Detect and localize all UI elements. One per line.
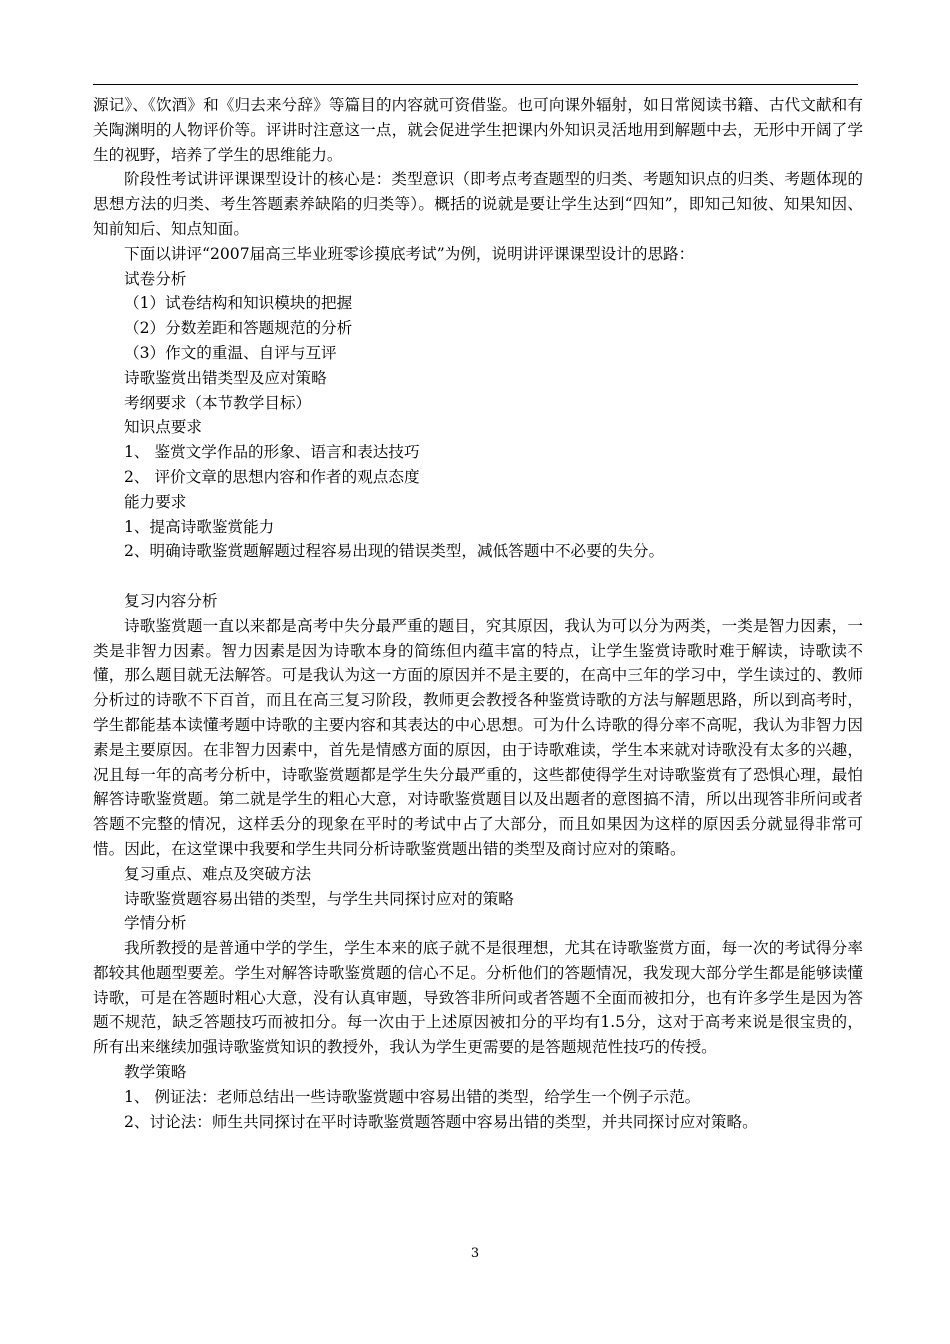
list-item: （1）试卷结构和知识模块的把握 bbox=[124, 294, 353, 313]
section-heading: 教学策略 bbox=[124, 1063, 187, 1082]
blank-line bbox=[93, 564, 863, 589]
section-heading: 学情分析 bbox=[124, 914, 187, 933]
page-number: 3 bbox=[470, 1246, 480, 1261]
list-item: 2、 评价文章的思想内容和作者的观点态度 bbox=[124, 467, 420, 486]
section-heading: 能力要求 bbox=[124, 492, 187, 511]
section-heading: 试卷分析 bbox=[124, 269, 187, 288]
paragraph: 源记》、《饮酒》和《归去来兮辞》等篇目的内容就可资借鉴。也可向课外辐射，如日常阅读书籍、古代文献和有关陶渊明的人物评价等。评讲时注意这一点，就会促进学生把课内外知识灵活地用到解题中去，无形中开阔了学生的视野，培养了学生的思维能力。 bbox=[93, 96, 863, 164]
list-item: （2）分数差距和答题规范的分析 bbox=[124, 319, 353, 338]
paragraph: 我所教授的是普通中学的学生，学生本来的底子就不是很理想，尤其在诗歌鉴赏方面，每一次的考试得分率都较其他题型要差。学生对解答诗歌鉴赏题的信心不足。分析他们的答题情况，我发现大部分学生都是能够读懂诗歌，可是在答题时粗心大意，没有认真审题，导致答非所问或者答题不全面而被扣分，也有许多学生是因为答题不规范，缺乏答题技巧而被扣分。每一次由于上述原因被扣分的平均有1.5分，这对于高考来说是很宝贵的，所有出来继续加强诗歌鉴赏知识的教授外，我认为学生更需要的是答题规范性技巧的传授。 bbox=[93, 939, 863, 1057]
section-heading: 复习内容分析 bbox=[124, 591, 218, 610]
list-item: 1、提高诗歌鉴赏能力 bbox=[124, 517, 275, 536]
paragraph: 诗歌鉴赏题一直以来都是高考中失分最严重的题目，究其原因，我认为可以分为两类，一类是智力因素，一类是非智力因素。智力因素是因为诗歌本身的简练但内蕴丰富的特点，让学生鉴赏诗歌时难于解读，诗歌读不懂，那么题目就无法解答。可是我认为这一方面的原因并不是主要的，在高中三年的学习中，学生读过的、教师分析过的诗歌不下百首，而且在高三复习阶段，教师更会教授各种鉴赏诗歌的方法与解题思路，所以到高考时，学生都能基本读懂考题中诗歌的主要内容和其表达的中心思想。可为什么诗歌的得分率不高呢，我认为非智力因素是主要原因。在非智力因素中，首先是情感方面的原因，由于诗歌难读，学生本来就对诗歌没有太多的兴趣，况且每一年的高考分析中，诗歌鉴赏题都是学生失分最严重的，这些都使得学生对诗歌鉴赏有了恐惧心理，最怕解答诗歌鉴赏题。第二就是学生的粗心大意，对诗歌鉴赏题目以及出题者的意图搞不清，所以出现答非所问或者答题不完整的情况，这样丢分的现象在平时的考试中占了大部分，而且如果因为这样的原因丢分就显得非常可惜。因此，在这堂课中我要和学生共同分析诗歌鉴赏题出错的类型及商讨应对的策略。 bbox=[93, 616, 863, 858]
paragraph: 诗歌鉴赏题容易出错的类型，与学生共同探讨应对的策略 bbox=[124, 889, 514, 908]
list-item: 1、 鉴赏文学作品的形象、语言和表达技巧 bbox=[124, 443, 420, 462]
section-heading: 知识点要求 bbox=[124, 418, 202, 437]
list-item: 1、 例证法：老师总结出一些诗歌鉴赏题中容易出错的类型，给学生一个例子示范。 bbox=[124, 1087, 701, 1106]
section-heading: 诗歌鉴赏出错类型及应对策略 bbox=[124, 368, 327, 387]
section-heading: 复习重点、难点及突破方法 bbox=[124, 864, 312, 883]
list-item: 2、讨论法：师生共同探讨在平时诗歌鉴赏题答题中容易出错的类型，并共同探讨应对策略。 bbox=[124, 1112, 758, 1131]
paragraph: 阶段性考试讲评课课型设计的核心是：类型意识（即考点考查题型的归类、考题知识点的归类、考题体现的思想方法的归类、考生答题素养缺陷的归类等）。概括的说就是要让学生达到“四知”，即知己知彼、知果知因、知前知后、知点知面。 bbox=[93, 170, 863, 238]
document-body bbox=[93, 93, 863, 1134]
list-item: （3）作文的重温、自评与互评 bbox=[124, 343, 337, 362]
paragraph: 下面以讲评“2007届高三毕业班零诊摸底考试”为例，说明讲评课课型设计的思路： bbox=[124, 244, 695, 263]
header-rule bbox=[93, 84, 858, 85]
section-heading: 考纲要求（本节教学目标） bbox=[124, 393, 312, 412]
list-item: 2、明确诗歌鉴赏题解题过程容易出现的错误类型，减低答题中不必要的失分。 bbox=[124, 542, 665, 561]
